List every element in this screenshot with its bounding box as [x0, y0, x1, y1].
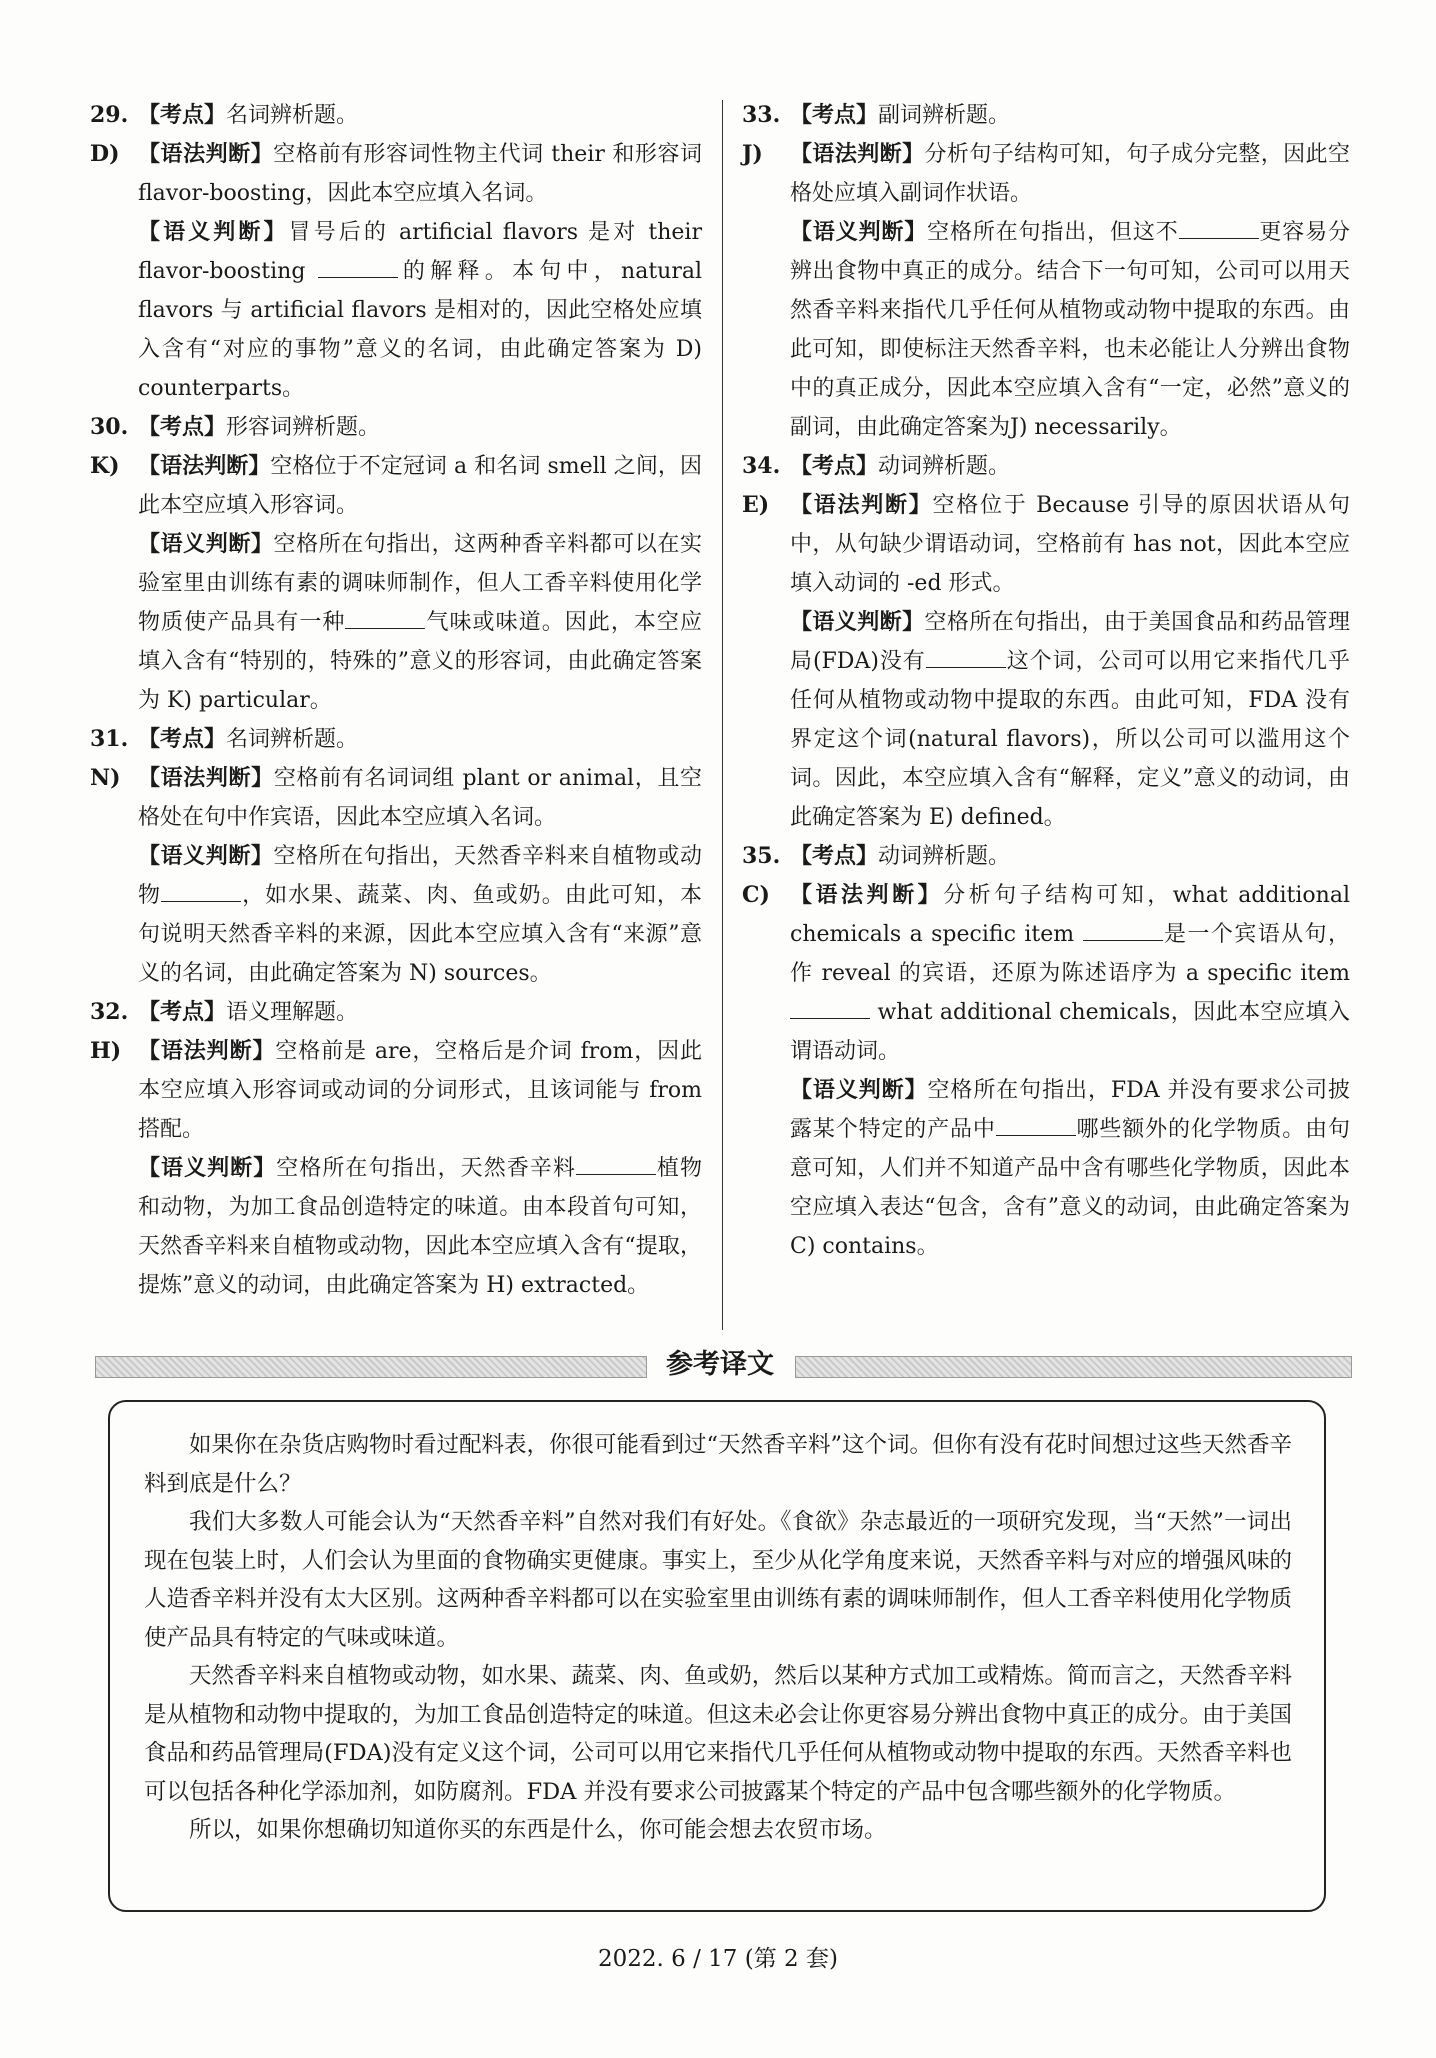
item-body: 这个词，公司可以用它来指代几乎任何从植物或动物中提取的东西。由此可知，FDA 没有界定这个词(natural flavors)，所以公司可以滥用这个词。因此，本空应填入含有“解释，定义”意义的动词，由此确定答案为 E) defined。: [790, 649, 1350, 830]
answer-blank: [161, 879, 241, 902]
item-tag: 【考点】: [138, 999, 227, 1025]
item-tag: 【语法判断】: [138, 765, 274, 791]
column-divider: [722, 100, 723, 1330]
item-label: 34.: [742, 453, 781, 479]
item-tag: 【语义判断】: [790, 219, 928, 245]
item-body: 空格前是 are，空格后是介词 from，因此本空应填入形容词或动词的分词形式，且该词能与 from 搭配。: [138, 1039, 702, 1142]
item-body: 空格位于 Because 引导的原因状语从句中，从句缺少谓语动词，空格前有 has not，因此本空应填入动词的 -ed 形式。: [790, 493, 1350, 596]
answer-blank: [345, 606, 425, 629]
item-tag: 【语义判断】: [138, 531, 274, 557]
item-tag: 【语法判断】: [790, 492, 933, 518]
item-label: 29.: [90, 102, 129, 128]
analysis-item: [742, 603, 1350, 837]
translation-paragraph: 所以，如果你想确切知道你买的东西是什么，你可能会想去农贸市场。: [189, 1817, 887, 1843]
analysis-item: [90, 135, 702, 213]
item-body: 语义理解题。: [226, 1000, 359, 1025]
item-body: 更容易分辨出食物中真正的成分。结合下一句可知，公司可以用天然香辛料来指代几乎任何从植物或动物中提取的东西。由此可知，即使标注天然香辛料，也未必能让人分辨出食物中的真正成分，因此本空应填入含有“一定，必然”意义的副词，由此确定答案为J) necessarily。: [790, 220, 1350, 440]
section-band-right: [795, 1356, 1352, 1378]
item-text: [790, 1071, 1350, 1266]
item-label: 33.: [742, 102, 781, 128]
analysis-item: [90, 720, 702, 759]
item-label: 30.: [90, 414, 129, 440]
item-text: [138, 135, 702, 213]
item-label: 35.: [742, 843, 781, 869]
translation-paragraph: 我们大多数人可能会认为“天然香辛料”自然对我们有好处。《食欲》杂志最近的一项研究发现，当“天然”一词出现在包装上时，人们会认为里面的食物确实更健康。事实上，至少从化学角度来说，天然香辛料与对应的增强风味的人造香辛料并没有太大区别。这两种香辛料都可以在实验室里由训练有素的调味师制作，但人工香辛料使用化学物质使产品具有特定的气味或味道。: [144, 1509, 1292, 1651]
item-body: 副词辨析题。: [878, 103, 1011, 128]
item-tag: 【考点】: [138, 414, 227, 440]
item-text: [138, 837, 702, 993]
answer-blank: [926, 645, 1006, 668]
answer-blank: [790, 996, 870, 1019]
item-tag: 【考点】: [790, 453, 879, 479]
answer-blank: [576, 1152, 656, 1175]
item-body: 空格所在句指出，但这不: [927, 220, 1179, 245]
item-tag: 【语法判断】: [138, 141, 274, 167]
item-text: [790, 213, 1350, 447]
item-label: D): [90, 141, 120, 167]
item-label: 32.: [90, 999, 129, 1025]
item-text: [790, 837, 1350, 876]
item-body: 空格所在句指出，由于美国食品和药品管理局(FDA)没有: [790, 610, 1350, 674]
item-body: 分析句子结构可知，what additional chemicals a specific item: [790, 883, 1350, 947]
analysis-item: [90, 408, 702, 447]
analysis-item: [742, 135, 1350, 213]
item-tag: 【语义判断】: [138, 843, 274, 869]
item-label: 31.: [90, 726, 129, 752]
item-body: 气味或味道。因此，本空应填入含有“特别的，特殊的”意义的形容词，由此确定答案为 K) particular。: [138, 610, 702, 713]
item-text: [138, 720, 702, 759]
item-body: 动词辨析题。: [878, 454, 1011, 479]
item-body: 哪些额外的化学物质。由句意可知，人们并不知道产品中含有哪些化学物质，因此本空应填入表达“包含，含有”意义的动词，由此确定答案为 C) contains。: [790, 1117, 1350, 1259]
section-title: 参考译文: [666, 1349, 774, 1380]
item-text: [790, 447, 1350, 486]
item-body: 空格所在句指出，这两种香辛料都可以在实验室里由训练有素的调味师制作，但人工香辛料使用化学物质使产品具有一种: [138, 532, 702, 635]
analysis-item: [742, 837, 1350, 876]
item-text: [790, 603, 1350, 837]
section-header: [95, 1350, 1350, 1380]
item-body: 空格前有形容词性物主代词 their 和形容词 flavor-boosting，因此本空应填入名词。: [138, 142, 702, 206]
item-text: [790, 486, 1350, 603]
item-body: 是一个宾语从句，作 reveal 的宾语，还原为陈述语序为 a specific item: [790, 922, 1350, 986]
answer-blank: [1179, 216, 1259, 239]
analysis-item: [742, 876, 1350, 1071]
item-text: [138, 213, 702, 408]
item-tag: 【考点】: [138, 726, 227, 752]
item-body: what additional chemicals，因此本空应填入谓语动词。: [790, 1000, 1350, 1064]
item-text: [790, 876, 1350, 1071]
item-tag: 【语义判断】: [138, 1155, 277, 1181]
answer-blank: [1083, 918, 1163, 941]
analysis-item: [90, 96, 702, 135]
item-body: ，如水果、蔬菜、肉、鱼或奶。由此可知，本句说明天然香辛料的来源，因此本空应填入含有“来源”意义的名词，由此确定答案为 N) sources。: [138, 883, 702, 986]
analysis-item: [742, 1071, 1350, 1266]
analysis-item: [90, 213, 702, 408]
analysis-item: [90, 759, 702, 837]
item-label: K): [90, 453, 120, 479]
item-text: [138, 759, 702, 837]
left-column: [90, 96, 702, 1305]
item-text: [138, 1032, 702, 1149]
analysis-item: [90, 1149, 702, 1305]
item-label: N): [90, 765, 121, 791]
item-tag: 【语法判断】: [138, 453, 271, 479]
item-text: [138, 1149, 702, 1305]
item-label: J): [742, 141, 763, 167]
analysis-item: [742, 486, 1350, 603]
item-text: [138, 408, 702, 447]
analysis-item: [742, 96, 1350, 135]
item-tag: 【语法判断】: [790, 882, 944, 908]
item-label: H): [90, 1038, 122, 1064]
analysis-item: [90, 837, 702, 993]
translation-paragraph: 天然香辛料来自植物或动物，如水果、蔬菜、肉、鱼或奶，然后以某种方式加工或精炼。简而言之，天然香辛料是从植物和动物中提取的，为加工食品创造特定的味道。但这未必会让你更容易分辨出食物中真正的成分。由于美国食品和药品管理局(FDA)没有定义这个词，公司可以用它来指代几乎任何从植物或动物中提取的东西。天然香辛料也可以包括各种化学添加剂，如防腐剂。FDA 并没有要求公司披露某个特定的产品中包含哪些额外的化学物质。: [144, 1663, 1292, 1805]
item-text: [138, 96, 702, 135]
item-tag: 【考点】: [790, 843, 879, 869]
analysis-item: [742, 213, 1350, 447]
item-tag: 【语义判断】: [790, 609, 925, 635]
item-body: 动词辨析题。: [878, 844, 1011, 869]
item-text: [138, 993, 702, 1032]
item-tag: 【考点】: [790, 102, 879, 128]
item-label: E): [742, 492, 770, 518]
analysis-item: [742, 447, 1350, 486]
answer-blank: [318, 255, 398, 278]
translation-box: [108, 1400, 1326, 1912]
item-text: [138, 525, 702, 720]
analysis-item: [90, 1032, 702, 1149]
item-body: 空格所在句指出，FDA 并没有要求公司披露某个特定的产品中: [790, 1078, 1350, 1142]
analysis-item: [90, 993, 702, 1032]
item-body: 名词辨析题。: [226, 103, 359, 128]
analysis-item: [90, 525, 702, 720]
item-tag: 【语义判断】: [790, 1077, 928, 1103]
translation-paragraph: 如果你在杂货店购物时看过配料表，你很可能看到过“天然香辛料”这个词。但你有没有花时间想过这些天然香辛料到底是什么？: [144, 1432, 1293, 1497]
right-column: [742, 96, 1350, 1266]
item-tag: 【语义判断】: [138, 219, 289, 245]
section-band-left: [95, 1356, 647, 1378]
item-tag: 【考点】: [138, 102, 227, 128]
item-body: 空格所在句指出，天然香辛料来自植物或动物: [138, 844, 702, 908]
item-body: 植物和动物，为加工食品创造特定的味道。由本段首句可知，天然香辛料来自植物或动物，因此本空应填入含有“提取，提炼”意义的动词，由此确定答案为 H) extracted。: [138, 1156, 702, 1298]
item-body: 分析句子结构可知，句子成分完整，因此空格处应填入副词作状语。: [790, 142, 1350, 206]
item-tag: 【语法判断】: [790, 141, 925, 167]
item-body: 名词辨析题。: [226, 727, 359, 752]
page-footer: 2022. 6 / 17 (第 2 套): [598, 1946, 838, 1972]
item-body: 空格所在句指出，天然香辛料: [276, 1156, 576, 1181]
item-tag: 【语法判断】: [138, 1038, 276, 1064]
item-body: 冒号后的 artificial flavors 是对 their flavor-boosting: [138, 220, 702, 284]
item-text: [790, 96, 1350, 135]
item-label: C): [742, 882, 770, 908]
item-body: 空格位于不定冠词 a 和名词 smell 之间，因此本空应填入形容词。: [138, 454, 702, 518]
item-text: [790, 135, 1350, 213]
item-body: 空格前有名词词组 plant or animal，且空格处在句中作宾语，因此本空应填入名词。: [138, 766, 702, 830]
item-body: 形容词辨析题。: [226, 415, 381, 440]
item-text: [138, 447, 702, 525]
analysis-item: [90, 447, 702, 525]
item-body: 的解释。本句中，natural flavors 与 artificial flavors 是相对的，因此空格处应填入含有“对应的事物”意义的名词，由此确定答案为 D) counterparts。: [138, 259, 702, 401]
answer-blank: [996, 1113, 1076, 1136]
